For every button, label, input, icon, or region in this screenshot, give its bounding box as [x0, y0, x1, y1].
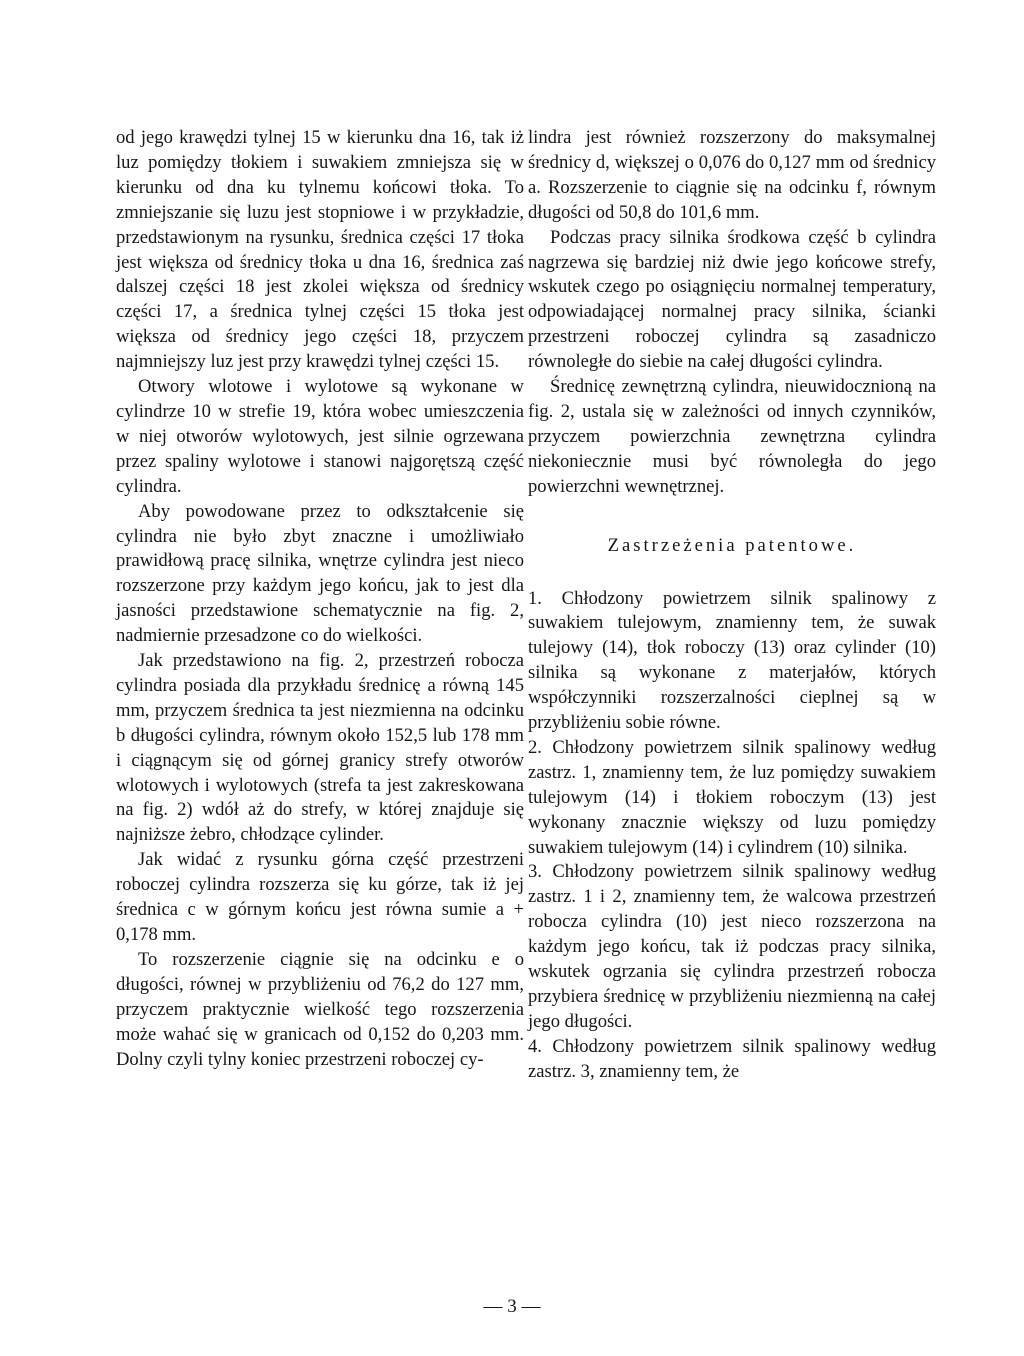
paragraph: To rozszerzenie ciągnie się na odcinku e o długości, równej w przybliżeniu od 76,2 do 127 mm, przyczem praktycznie wielkość tego rozszerzenia może wahać się w granicach od 0,152 do 0,203 mm. Dolny czyli tylny koniec przestrzeni roboczej cy-	[116, 948, 524, 1070]
paragraph: Średnicę zewnętrzną cylindra, nieuwidocznioną na fig. 2, ustala się w zależności od innych czynników, przyczem powierzchnia zewnętrzna cylindra niekoniecznie musi być równoległa do jego powierzchni wewnętrznej.	[528, 376, 936, 497]
claim-item: 2. Chłodzony powietrzem silnik spalinowy według zastrz. 1, znamienny tem, że luz pomiędzy suwakiem tulejowym (14) i tłokiem roboczym (13) jest wykonany znacznie większy od luzu pomiędzy suwakiem tulejowym (14) i cylindrem (10) silnika.	[528, 736, 936, 858]
paragraph: Jak widać z rysunku górna część przestrzeni roboczej cylindra rozszerza się ku górze, tak iż jej średnica c w górnym końcu jest równa sumie a + 0,178 mm.	[116, 849, 524, 945]
paragraph: lindra jest również rozszerzony do maksymalnej średnicy d, większej o 0,076 do 0,127 mm od średnicy a. Rozszerzenie to ciągnie się na odcinku f, równym długości od 50,8 do 101,6 mm.	[528, 127, 936, 223]
paragraph: Jak przedstawiono na fig. 2, przestrzeń robocza cylindra posiada dla przykładu średnicę a równą 145 mm, przyczem średnica ta jest niezmienna na odcinku b długości cylindra, równym około 152,5 lub 178 mm i ciągnącym się od górnej granicy strefy otworów wlotowych i wylotowych (strefa ta jest zakreskowana na fig. 2) wdół aż do strefy, w której znajduje się najniższe żebro, chłodzące cylinder.	[116, 650, 524, 846]
paragraph: Otwory wlotowe i wylotowe są wykonane w cylindrze 10 w strefie 19, która wobec umieszczenia w niej otworów wylotowych, jest silnie ogrzewana przez spaliny wylotowe i stanowi najgorętszą część cylindra.	[116, 376, 524, 497]
paragraph: Podczas pracy silnika środkowa część b cylindra nagrzewa się bardziej niż dwie jego końcowe strefy, wskutek czego po osiągnięciu normalnej temperatury, odpowiadającej normalnej pracy silnika, ścianki przestrzeni roboczej cylindra są zasadniczo równoległe do siebie na całej długości cylindra.	[528, 226, 936, 373]
claim-item: 3. Chłodzony powietrzem silnik spalinowy według zastrz. 1 i 2, znamienny tem, że walcowa przestrzeń robocza cylindra (10) jest nieco rozszerzona na każdym jego końcu, tak iż podczas pracy silnika, wskutek ogrzania się cylindra przestrzeń robocza przybiera średnicę w przybliżeniu niezmienną na całej jego długości.	[528, 861, 936, 1032]
paragraph: od jego krawędzi tylnej 15 w kierunku dna 16, tak iż luz pomiędzy tłokiem i suwakiem zmniejsza się w kierunku od dna ku tylnemu końcowi tłoka. To zmniejszanie się luzu jest stopniowe i w przykładzie, przedstawionym na rysunku, średnica części 17 tłoka jest większa od średnicy tłoka u dna 16, średnica zaś dalszej części 18 jest zkolei większa od średnicy części 17, a średnica tylnej części 15 tłoka jest większa od średnicy jego części 18, przyczem najmniejszy luz jest przy krawędzi tylnej części 15.	[116, 127, 524, 373]
left-column	[116, 126, 524, 1072]
section-heading: Zastrzeżenia patentowe.	[607, 534, 857, 556]
paragraph: Aby powodowane przez to odkształcenie się cylindra nie było zbyt znaczne i umożliwiało prawidłową pracę silnika, wnętrze cylindra jest nieco rozszerzone przy każdym jego końcu, jak to jest dla jasności przedstawione schematycznie na fig. 2, nadmiernie przesadzone co do wielkości.	[116, 500, 524, 647]
claim-item: 4. Chłodzony powietrzem silnik spalinowy według zastrz. 3, znamienny tem, że	[528, 1035, 936, 1082]
claim-item: 1. Chłodzony powietrzem silnik spalinowy z suwakiem tulejowym, znamienny tem, że suwak tulejowy (14), tłok roboczy (13) oraz cylinder (10) silnika są wykonane z materjałów, których współczynniki rozszerzalności cieplnej są w przybliżeniu sobie równe.	[528, 587, 936, 734]
page-number: — 3 —	[483, 1296, 541, 1317]
right-column	[528, 126, 936, 1085]
